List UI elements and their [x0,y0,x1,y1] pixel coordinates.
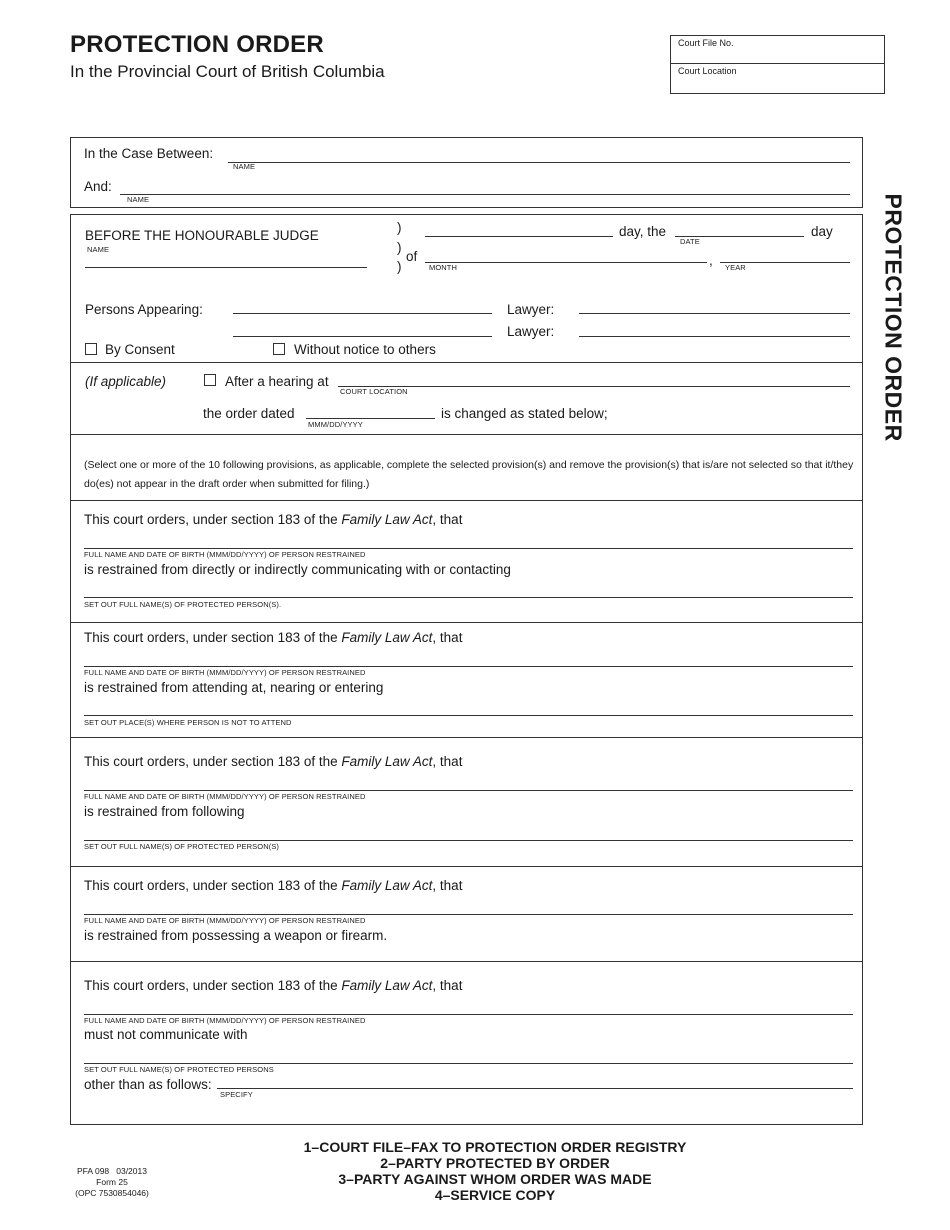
paren-1: ) [397,220,402,235]
divider [70,362,862,363]
provision-2-place-field[interactable] [84,715,853,716]
instructions-note: (Select one or more of the 10 following provisions, as applicable, complete the selected provision(s) and remove the provision(s) that is/are not selected so that it/they do(es) not appear in the draft order when submitted for filing.) [84,459,854,490]
provision-2-person-field[interactable] [84,666,853,667]
year-caption: YEAR [725,263,746,272]
order-date-field[interactable] [306,418,435,419]
paren-2: ) [397,240,402,255]
side-title: PROTECTION ORDER [880,193,907,442]
provision-5-intro: This court orders, under section 183 of the Family Law Act, that [84,978,463,993]
provision-3-protected-caption: SET OUT FULL NAME(S) OF PROTECTED PERSON(S) [84,842,280,851]
copy-line: 4–SERVICE COPY [434,1187,556,1203]
judge-name-field[interactable] [85,267,367,268]
hearing-location-caption: COURT LOCATION [340,387,408,396]
party1-name-field[interactable] [228,162,850,163]
form-info [62,1166,162,1199]
divider [70,737,862,738]
court-location-label: Court Location [678,66,737,76]
and-label: And: [84,179,112,194]
provision-1-protected-caption: SET OUT FULL NAME(S) OF PROTECTED PERSON(S). [84,600,282,609]
provision-3-protected-field[interactable] [84,840,853,841]
provision-1-person-caption: FULL NAME AND DATE OF BIRTH (MMM/DD/YYYY) OF PERSON RESTRAINED [84,550,366,559]
provision-4-person-field[interactable] [84,914,853,915]
paren-3: ) [397,259,402,274]
without-notice-checkbox[interactable] [273,343,285,355]
party2-name-caption: NAME [127,195,150,204]
divider [70,500,862,501]
divider [70,866,862,867]
provision-5-person-field[interactable] [84,1014,853,1015]
provision-1-protected-field[interactable] [84,597,853,598]
provision-1-text: is restrained from directly or indirectly communicating with or contacting [84,562,511,577]
by-consent-label: By Consent [105,342,175,357]
provision-5-specify-caption: SPECIFY [220,1090,253,1099]
judge-name-caption: NAME [87,245,110,254]
copy-distribution [230,1139,760,1203]
provision-5-protected-field[interactable] [84,1063,853,1064]
lawyer-field-2[interactable] [579,336,850,337]
order-dated-label: the order dated [203,406,295,421]
order-date-caption: MMM/DD/YYYY [308,420,363,429]
court-file-label: Court File No. [678,38,734,48]
if-applicable-label: (If applicable) [85,374,167,389]
provision-4-person-caption: FULL NAME AND DATE OF BIRTH (MMM/DD/YYYY) OF PERSON RESTRAINED [84,916,366,925]
provision-3-intro: This court orders, under section 183 of the Family Law Act, that [84,754,463,769]
day-the-label: day, the [619,224,667,239]
provision-1-person-field[interactable] [84,548,853,549]
copy-line: 2–PARTY PROTECTED BY ORDER [380,1155,610,1171]
provision-5-specify-field[interactable] [217,1088,853,1089]
party1-name-caption: NAME [233,162,256,171]
provision-2-text: is restrained from attending at, nearing or entering [84,680,384,695]
opc-number: (OPC 7530854046) [75,1188,149,1198]
without-notice-label: Without notice to others [294,342,436,357]
hearing-location-field[interactable] [338,386,850,387]
provision-5-person-caption: FULL NAME AND DATE OF BIRTH (MMM/DD/YYYY) OF PERSON RESTRAINED [84,1016,366,1025]
provision-3-person-caption: FULL NAME AND DATE OF BIRTH (MMM/DD/YYYY) OF PERSON RESTRAINED [84,792,366,801]
day-field[interactable] [425,236,613,237]
divider [70,622,862,623]
after-hearing-checkbox[interactable] [204,374,216,386]
page-title: PROTECTION ORDER [70,31,324,58]
provision-3-text: is restrained from following [84,804,245,819]
by-consent-checkbox[interactable] [85,343,97,355]
comma: , [709,253,713,268]
page-subtitle: In the Provincial Court of British Columbia [70,62,385,81]
person-appearing-field-2[interactable] [233,336,492,337]
provision-4-text: is restrained from possessing a weapon or firearm. [84,928,388,943]
court-file-field[interactable] [671,36,884,64]
form-number: Form 25 [96,1177,128,1187]
person-appearing-field-1[interactable] [233,313,492,314]
lawyer-label-2: Lawyer: [507,324,555,339]
provision-5-other-label: other than as follows: [84,1077,212,1092]
lawyer-field-1[interactable] [579,313,850,314]
date-caption: DATE [680,237,700,246]
provision-5-protected-caption: SET OUT FULL NAME(S) OF PROTECTED PERSONS [84,1065,274,1074]
after-hearing-label: After a hearing at [225,374,329,389]
of-label: of [406,249,418,264]
provision-4-intro: This court orders, under section 183 of the Family Law Act, that [84,878,463,893]
form-code: PFA 098 03/2013 [77,1166,147,1176]
provision-2-intro: This court orders, under section 183 of the Family Law Act, that [84,630,463,645]
provision-1-intro: This court orders, under section 183 of the Family Law Act, that [84,512,463,527]
provision-2-person-caption: FULL NAME AND DATE OF BIRTH (MMM/DD/YYYY) OF PERSON RESTRAINED [84,668,366,677]
lawyer-label-1: Lawyer: [507,302,555,317]
provision-3-person-field[interactable] [84,790,853,791]
month-field[interactable] [425,262,707,263]
persons-appearing-label: Persons Appearing: [85,302,203,317]
divider [70,434,862,435]
provision-5-text: must not communicate with [84,1027,248,1042]
copy-line: 1–COURT FILE–FAX TO PROTECTION ORDER REGISTRY [303,1139,687,1155]
month-caption: MONTH [429,263,457,272]
court-file-box [670,35,885,94]
divider [70,961,862,962]
party2-name-field[interactable] [120,194,850,195]
changed-label: is changed as stated below; [441,406,608,421]
before-judge-label: BEFORE THE HONOURABLE JUDGE [85,228,319,243]
court-location-field[interactable] [671,64,884,92]
day-label: day [811,224,833,239]
case-between-label: In the Case Between: [84,146,214,161]
copy-line: 3–PARTY AGAINST WHOM ORDER WAS MADE [338,1171,652,1187]
provision-2-place-caption: SET OUT PLACE(S) WHERE PERSON IS NOT TO ATTEND [84,718,292,727]
